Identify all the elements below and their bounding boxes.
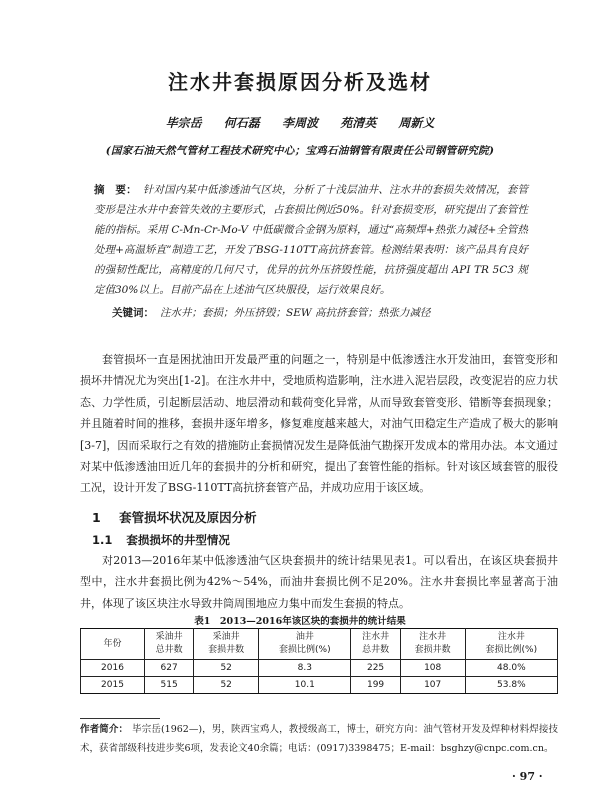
keywords-text: 注水井；套损；外压挤毁；SEW 高抗挤套管；热张力减径 <box>160 307 431 319</box>
intro-paragraph: 套管损坏一直是困扰油田开发最严重的问题之一，特别是中低渗透注水开发油田，套管变形和损坏井情况尤为突出[1-2]。在注水井中，受地质构造影响，注水进入泥岩层段，改变泥岩的应力状态、力学性质，引起断层活动、地层滑动和载荷变化异常，从而导致套管变形、错断等套损现象；并且随着时间的推移，套损井逐年增多，修复难度越来越大，对油气田稳定生产造成了极大的影响[3-7]，因而采取行之有效的措施防止套损情况发生是降低油气勘探开发成本的常用办法。本文通过对某中低渗透油田近几年的套损井的分析和研究，提出了套管性能的指标。针对该区域套管的服役工况，设计开发了BSG-110TT高抗挤套管产品，并成功应用于该区域。 <box>80 353 558 495</box>
table-header: 采油井 总井数 <box>145 629 194 660</box>
abstract <box>94 180 528 300</box>
table-cell: 627 <box>145 660 194 677</box>
table-cell: 199 <box>351 677 400 694</box>
table-caption: 表1 2013—2016年该区块的套损井的统计结果 <box>194 616 406 627</box>
table-header: 采油井 套损井数 <box>194 629 259 660</box>
stats-table <box>80 628 558 694</box>
author: 李周波 <box>281 116 318 130</box>
table-cell: 52 <box>194 677 259 694</box>
table-row <box>81 660 558 677</box>
section-heading <box>92 508 257 526</box>
table-header: 注水井 套损比例(%) <box>465 629 557 660</box>
table-cell: 10.1 <box>259 677 351 694</box>
footnote-divider <box>80 718 160 719</box>
table-cell: 52 <box>194 660 259 677</box>
affiliation: (国家石油天然气管材工程技术研究中心；宝鸡石油钢管有限责任公司钢管研究院) <box>105 145 495 157</box>
author-list <box>0 114 600 131</box>
section-paragraph: 对2013—2016年某中低渗透油气区块套损井的统计结果见表1。可以看出，在该区块套损井型中，注水井套损比例为42%～54%，而油井套损比例不足20%。注水井套损比率显著高于油井，体现了该区块注水导致井筒周围地应力集中而发生套损的特点。 <box>80 554 558 610</box>
table-header: 注水井 总井数 <box>351 629 400 660</box>
author: 毕宗岳 <box>165 116 202 130</box>
author-footnote <box>80 720 558 758</box>
abstract-text: 针对国内某中低渗透油气区块，分析了十浅层油井、注水井的套损失效情况，套管变形是注水井中套管失效的主要形式，占套损比例近50%。针对套损变形，研究提出了套管性能的指标。采用 C-Mn-Cr-Mo-V 中低碳微合金钢为原料，通过“高频焊+热张力减径+全管热处理+高温矫直”制造工艺，开发了BSG-110TT高抗挤套管。检测结果表明：该产品具有良好的强韧性配比，高精度的几何尺寸，优异的抗外压挤毁性能，抗挤强度超出 API TR 5C3 规定值30%以上。目前产品在上述油气区块服役，运行效果良好。 <box>94 184 529 296</box>
keywords-label: 关键词： <box>112 307 154 319</box>
section-title: 套管损坏状况及原因分析 <box>119 510 257 525</box>
table-cell: 2016 <box>81 660 145 677</box>
keywords <box>112 305 532 320</box>
table-cell: 48.0% <box>465 660 557 677</box>
table-cell: 107 <box>400 677 465 694</box>
table-header: 油井 套损比例(%) <box>259 629 351 660</box>
section-number: 1 <box>92 510 101 525</box>
table-cell: 515 <box>145 677 194 694</box>
table-cell: 225 <box>351 660 400 677</box>
subsection-number: 1.1 <box>92 533 113 547</box>
page-number: · 97 · <box>512 770 543 783</box>
footnote-text: 毕宗岳(1962—)，男，陕西宝鸡人，教授级高工，博士，研究方向：油气管材开发及焊种材料焊接技术，获省部级科技进步奖6项，发表论文40余篇；电话：(0917)3398475；E-mail：bsghzy@cnpc.com.cn。 <box>80 724 558 754</box>
table-cell: 2015 <box>81 677 145 694</box>
subsection-title: 套损损坏的井型情况 <box>126 533 230 547</box>
author: 苑清英 <box>340 116 377 130</box>
table-row <box>81 677 558 694</box>
table-header: 年份 <box>81 629 145 660</box>
author: 周新义 <box>398 116 435 130</box>
author: 何石磊 <box>223 116 260 130</box>
table-header-row <box>81 629 558 660</box>
table-cell: 53.8% <box>465 677 557 694</box>
table-header: 注水井 套损井数 <box>400 629 465 660</box>
abstract-label: 摘 要： <box>94 184 137 196</box>
paper-title: 注水井套损原因分析及选材 <box>168 70 432 94</box>
subsection-heading <box>92 532 230 548</box>
footnote-label: 作者简介： <box>80 724 129 735</box>
table-cell: 8.3 <box>259 660 351 677</box>
table-cell: 108 <box>400 660 465 677</box>
